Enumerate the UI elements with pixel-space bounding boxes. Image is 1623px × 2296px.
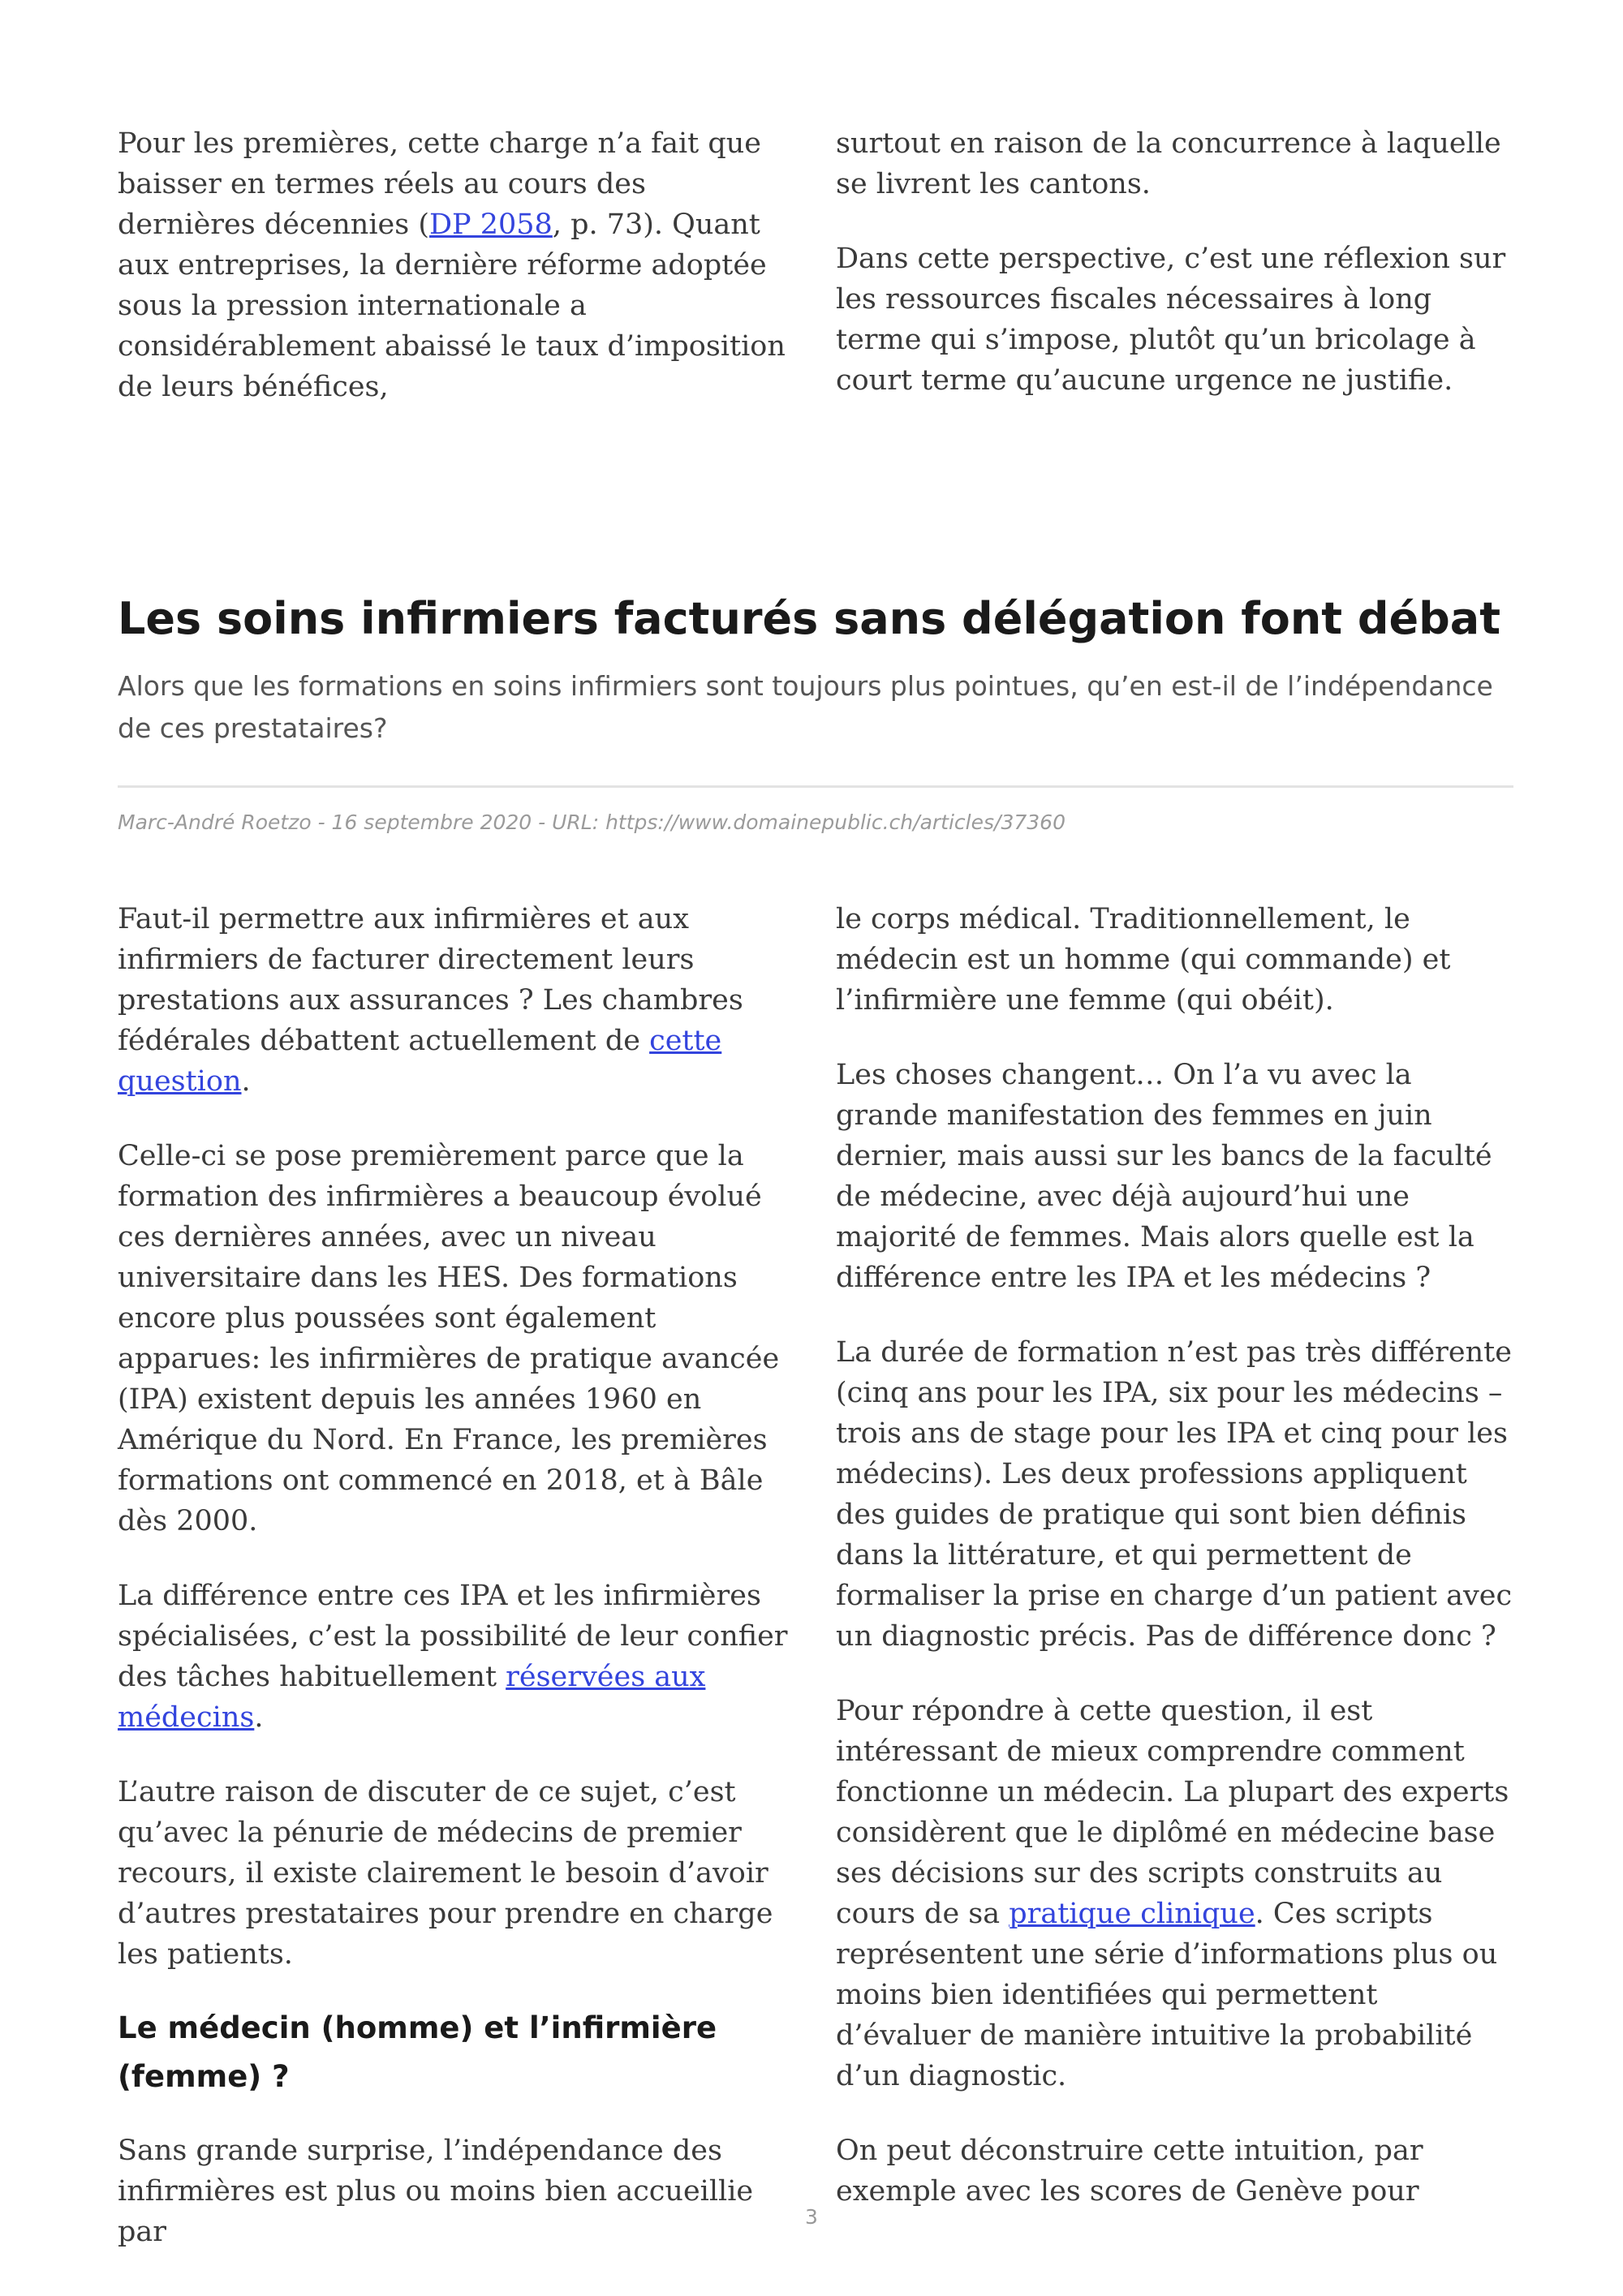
paragraph: surtout en raison de la concurrence à laquelle se livrent les cantons.	[836, 127, 1501, 200]
previous-article-left-column	[118, 123, 791, 441]
article-left-column	[118, 899, 791, 2286]
paragraph: On peut déconstruire cette intuition, par exemple avec les scores de Genève pour	[836, 2135, 1423, 2208]
paragraph: Pour les premières, cette charge n’a fait que baisser en termes réels au cours des dernières décennies (DP 2058, p. 73). Quant aux entreprises, la dernière réforme adoptée sous la pression internationale a considérablement abaissé le taux d’imposition de leurs bénéfices,	[118, 127, 786, 403]
previous-article-right-column	[836, 123, 1513, 435]
paragraph: L’autre raison de discuter de ce sujet, c’est qu’avec la pénurie de médecins de premier recours, il existe clairement le besoin d’avoir d’autres prestataires pour prendre en charge les patients.	[118, 1776, 773, 1971]
article-title: Les soins infirmiers facturés sans délégation font débat	[118, 593, 1501, 644]
paragraph: La différence entre ces IPA et les infirmières spécialisées, c’est la possibilité de leur confier des tâches habituellement réservées aux médecins.	[118, 1580, 788, 1734]
article-meta: Marc-André Roetzo - 16 septembre 2020 - URL: https://www.domainepublic.ch/articles/37360	[118, 810, 1065, 834]
paragraph: Faut-il permettre aux infirmières et aux infirmiers de facturer directement leurs prestations aux assurances ? Les chambres fédérales débattent actuellement de cette question.	[118, 903, 743, 1098]
paragraph: Sans grande surprise, l’indépendance des infirmières est plus ou moins bien accueillie par	[118, 2135, 754, 2248]
divider	[118, 785, 1513, 788]
link-cette-question[interactable]: cette question	[118, 1025, 722, 1098]
paragraph: Celle-ci se pose premièrement parce que la formation des infirmières a beaucoup évolué ces dernières années, avec un niveau universitaire dans les HES. Des formations encore plus poussées sont également apparues: les infirmières de pratique avancée (IPA) existent depuis les années 1960 en Amérique du Nord. En France, les premières formations ont commencé en 2018, et à Bâle dès 2000.	[118, 1140, 780, 1537]
page-number: 3	[805, 2205, 818, 2229]
article-lead: Alors que les formations en soins infirmiers sont toujours plus pointues, qu’en est-il de l’indépendance de ces prestataires?	[118, 670, 1493, 744]
article-right-column	[836, 899, 1513, 2246]
paragraph: La durée de formation n’est pas très différente (cinq ans pour les IPA, six pour les médecins – trois ans de stage pour les IPA et cinq pour les médecins). Les deux professions appliquent des guides de pratique qui sont bien définis dans la littérature, et qui permettent de formaliser la prise en charge d’un patient avec un diagnostic précis. Pas de différence donc ?	[836, 1336, 1513, 1653]
link-reservees-aux-medecins[interactable]: réservées aux médecins	[118, 1661, 706, 1734]
section-heading: Le médecin (homme) et l’infirmière (femme) ?	[118, 2010, 717, 2094]
link-pratique-clinique[interactable]: pratique clinique	[1009, 1898, 1255, 1930]
paragraph: le corps médical. Traditionnellement, le médecin est un homme (qui commande) et l’infirmière une femme (qui obéit).	[836, 903, 1451, 1017]
paragraph: Les choses changent… On l’a vu avec la grande manifestation des femmes en juin dernier, mais aussi sur les bancs de la faculté de médecine, avec déjà aujourd’hui une majorité de femmes. Mais alors quelle est la différence entre les IPA et les médecins ?	[836, 1059, 1492, 1294]
paragraph: Dans cette perspective, c’est une réflexion sur les ressources fiscales nécessaires à long terme qui s’impose, plutôt qu’un bricolage à court terme qu’aucune urgence ne justifie.	[836, 243, 1506, 397]
link-dp-2058[interactable]: DP 2058	[429, 209, 553, 241]
paragraph: Pour répondre à cette question, il est intéressant de mieux comprendre comment fonctionne un médecin. La plupart des experts considèrent que le diplômé en médecine base ses décisions sur des scripts construits au cours de sa pratique clinique. Ces scripts représentent une série d’informations plus ou moins bien identifiées qui permettent d’évaluer de manière intuitive la probabilité d’un diagnostic.	[836, 1695, 1509, 2092]
